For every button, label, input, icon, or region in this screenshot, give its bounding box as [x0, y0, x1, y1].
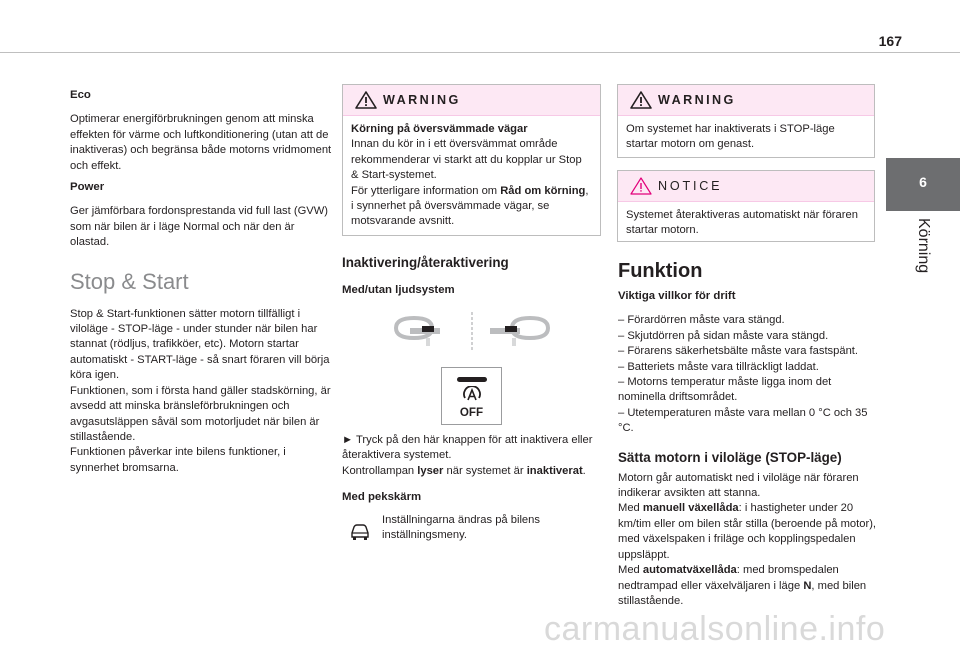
eco-heading: Eco: [70, 89, 91, 101]
stop-start-para-3: Funktionen påverkar inte bilens funktioner, i synnerhet bromsarna.: [70, 446, 286, 474]
warning-label: WARNING: [383, 93, 461, 107]
touchscreen-text: Inställningarna ändras på bilens inställningsmeny.: [382, 514, 540, 542]
stop-mode-intro: Motorn går automatiskt ned i viloläge när föraren indikerar avsikten att stanna.: [618, 471, 859, 500]
chapter-tab[interactable]: [886, 158, 960, 211]
watermark: carmanualsonline.info: [544, 610, 886, 648]
notice-triangle-icon: [630, 177, 652, 195]
dashboard-illustration: [392, 312, 552, 354]
top-rule: [0, 52, 960, 53]
list-item: – Förarens säkerhetsbälte måste vara fastspänt.: [618, 345, 859, 358]
eco-text: Optimerar energiförbrukningen genom att minska effekten för värme och luftkonditionering (utan att de inaktiveras) och begränsa både motorns vridmoment och effekt.: [70, 113, 332, 172]
chapter-title-text: Körning: [915, 218, 932, 274]
warning-box-restart: [617, 84, 875, 158]
warning-header: [343, 85, 600, 116]
button-off-label: OFF: [459, 406, 484, 419]
notice-box: [617, 170, 875, 242]
notice-header: [618, 171, 874, 202]
advice-link: Råd om körning: [500, 184, 586, 197]
list-item: – Utetemperaturen måste vara mellan 0 °C och 35 °C.: [618, 406, 868, 435]
page-number: 167: [878, 33, 902, 49]
flood-text-2: För ytterligare information om Råd om körning, i synnerhet på översvämmade vägar, se motsvarande avsnitt.: [351, 184, 589, 228]
flood-text-1: Innan du kör in i ett översvämmat område rekommenderar vi starkt att du kopplar ur Stop & Start-systemet.: [351, 138, 582, 182]
press-instruction: ► Tryck på den här knappen för att inaktivera eller återaktivera systemet.: [342, 434, 593, 462]
warning-box-flood: [342, 84, 601, 236]
column-left: [70, 88, 332, 476]
indicator-left: [422, 326, 434, 332]
auto-gearbox-text: Med automatväxellåda: med bromspedalen nedtrampad eller växelväljaren i läge N, med bilen stillastående.: [618, 564, 867, 607]
chapter-number: 6: [919, 174, 927, 190]
function-title: Funktion: [618, 260, 703, 282]
list-item: – Batteriets måste vara tillräckligt laddat.: [618, 360, 819, 373]
button-led-icon: [457, 377, 487, 382]
chapter-title: [886, 218, 960, 308]
inactivation-title: Inaktivering/återaktivering: [342, 255, 509, 270]
column-middle-bottom: [342, 433, 602, 506]
warning-label-2: WARNING: [658, 93, 736, 107]
conditions-heading: Viktiga villkor för drift: [618, 290, 736, 302]
flood-heading: Körning på översvämmade vägar: [351, 123, 528, 135]
stop-mode-heading: Sätta motorn i viloläge (STOP-läge): [618, 449, 842, 465]
list-item: – Motorns temperatur måste ligga inom det nominella driftsområdet.: [618, 376, 832, 404]
column-middle: [342, 254, 602, 298]
stop-start-title: Stop & Start: [70, 268, 189, 294]
stop-start-off-button[interactable]: [441, 367, 502, 425]
list-item: – Skjutdörren på sidan måste vara stängd.: [618, 329, 829, 342]
lamp-text: Kontrollampan lyser när systemet är inaktiverat.: [342, 464, 586, 477]
stop-start-para-2: Funktionen, som i första hand gäller stadskörning, är avsedd att minska bränsleförbrukningen och avgasutsläppen såväl som motorljudet när bilen är stillastående.: [70, 384, 331, 443]
warning-triangle-icon: [355, 91, 377, 109]
indicator-right: [505, 326, 517, 332]
notice-label: NOTICE: [658, 179, 723, 193]
power-heading: Power: [70, 181, 105, 194]
no-sound-heading: Med/utan ljudsystem: [342, 284, 455, 296]
column-right: [618, 259, 880, 609]
conditions-list: [618, 313, 880, 436]
stop-start-para-1: Stop & Start-funktionen sätter motorn tillfälligt i viloläge - STOP-läge - under stunder när bilen har stannat (rödljus, trafikköer, etc). Motorn startar automatiskt - START-läge - så snart föraren vill börja köra igen.: [70, 307, 330, 382]
touchscreen-heading: Med pekskärm: [342, 491, 422, 504]
auto-start-icon: [461, 386, 483, 406]
list-item: – Förardörren måste vara stängd.: [618, 314, 785, 327]
car-settings-icon: [349, 521, 371, 541]
warning-triangle-icon: [630, 91, 652, 109]
power-text: Ger jämförbara fordonsprestanda vid full last (GVW) som när bilen är i läge Normal och när den är olastad.: [70, 205, 329, 249]
notice-text: Systemet återaktiveras automatiskt när föraren startar motorn.: [626, 209, 858, 237]
restart-warning-text: Om systemet har inaktiverats i STOP-läge startar motorn om genast.: [626, 123, 835, 151]
manual-gearbox-text: Med manuell växellåda: i hastigheter under 20 km/tim eller om bilen står stilla (beroende på motor), med växelspaken i friläge och kopplingspedalen uppsläppt.: [618, 502, 877, 561]
warning-header-2: [618, 85, 874, 116]
